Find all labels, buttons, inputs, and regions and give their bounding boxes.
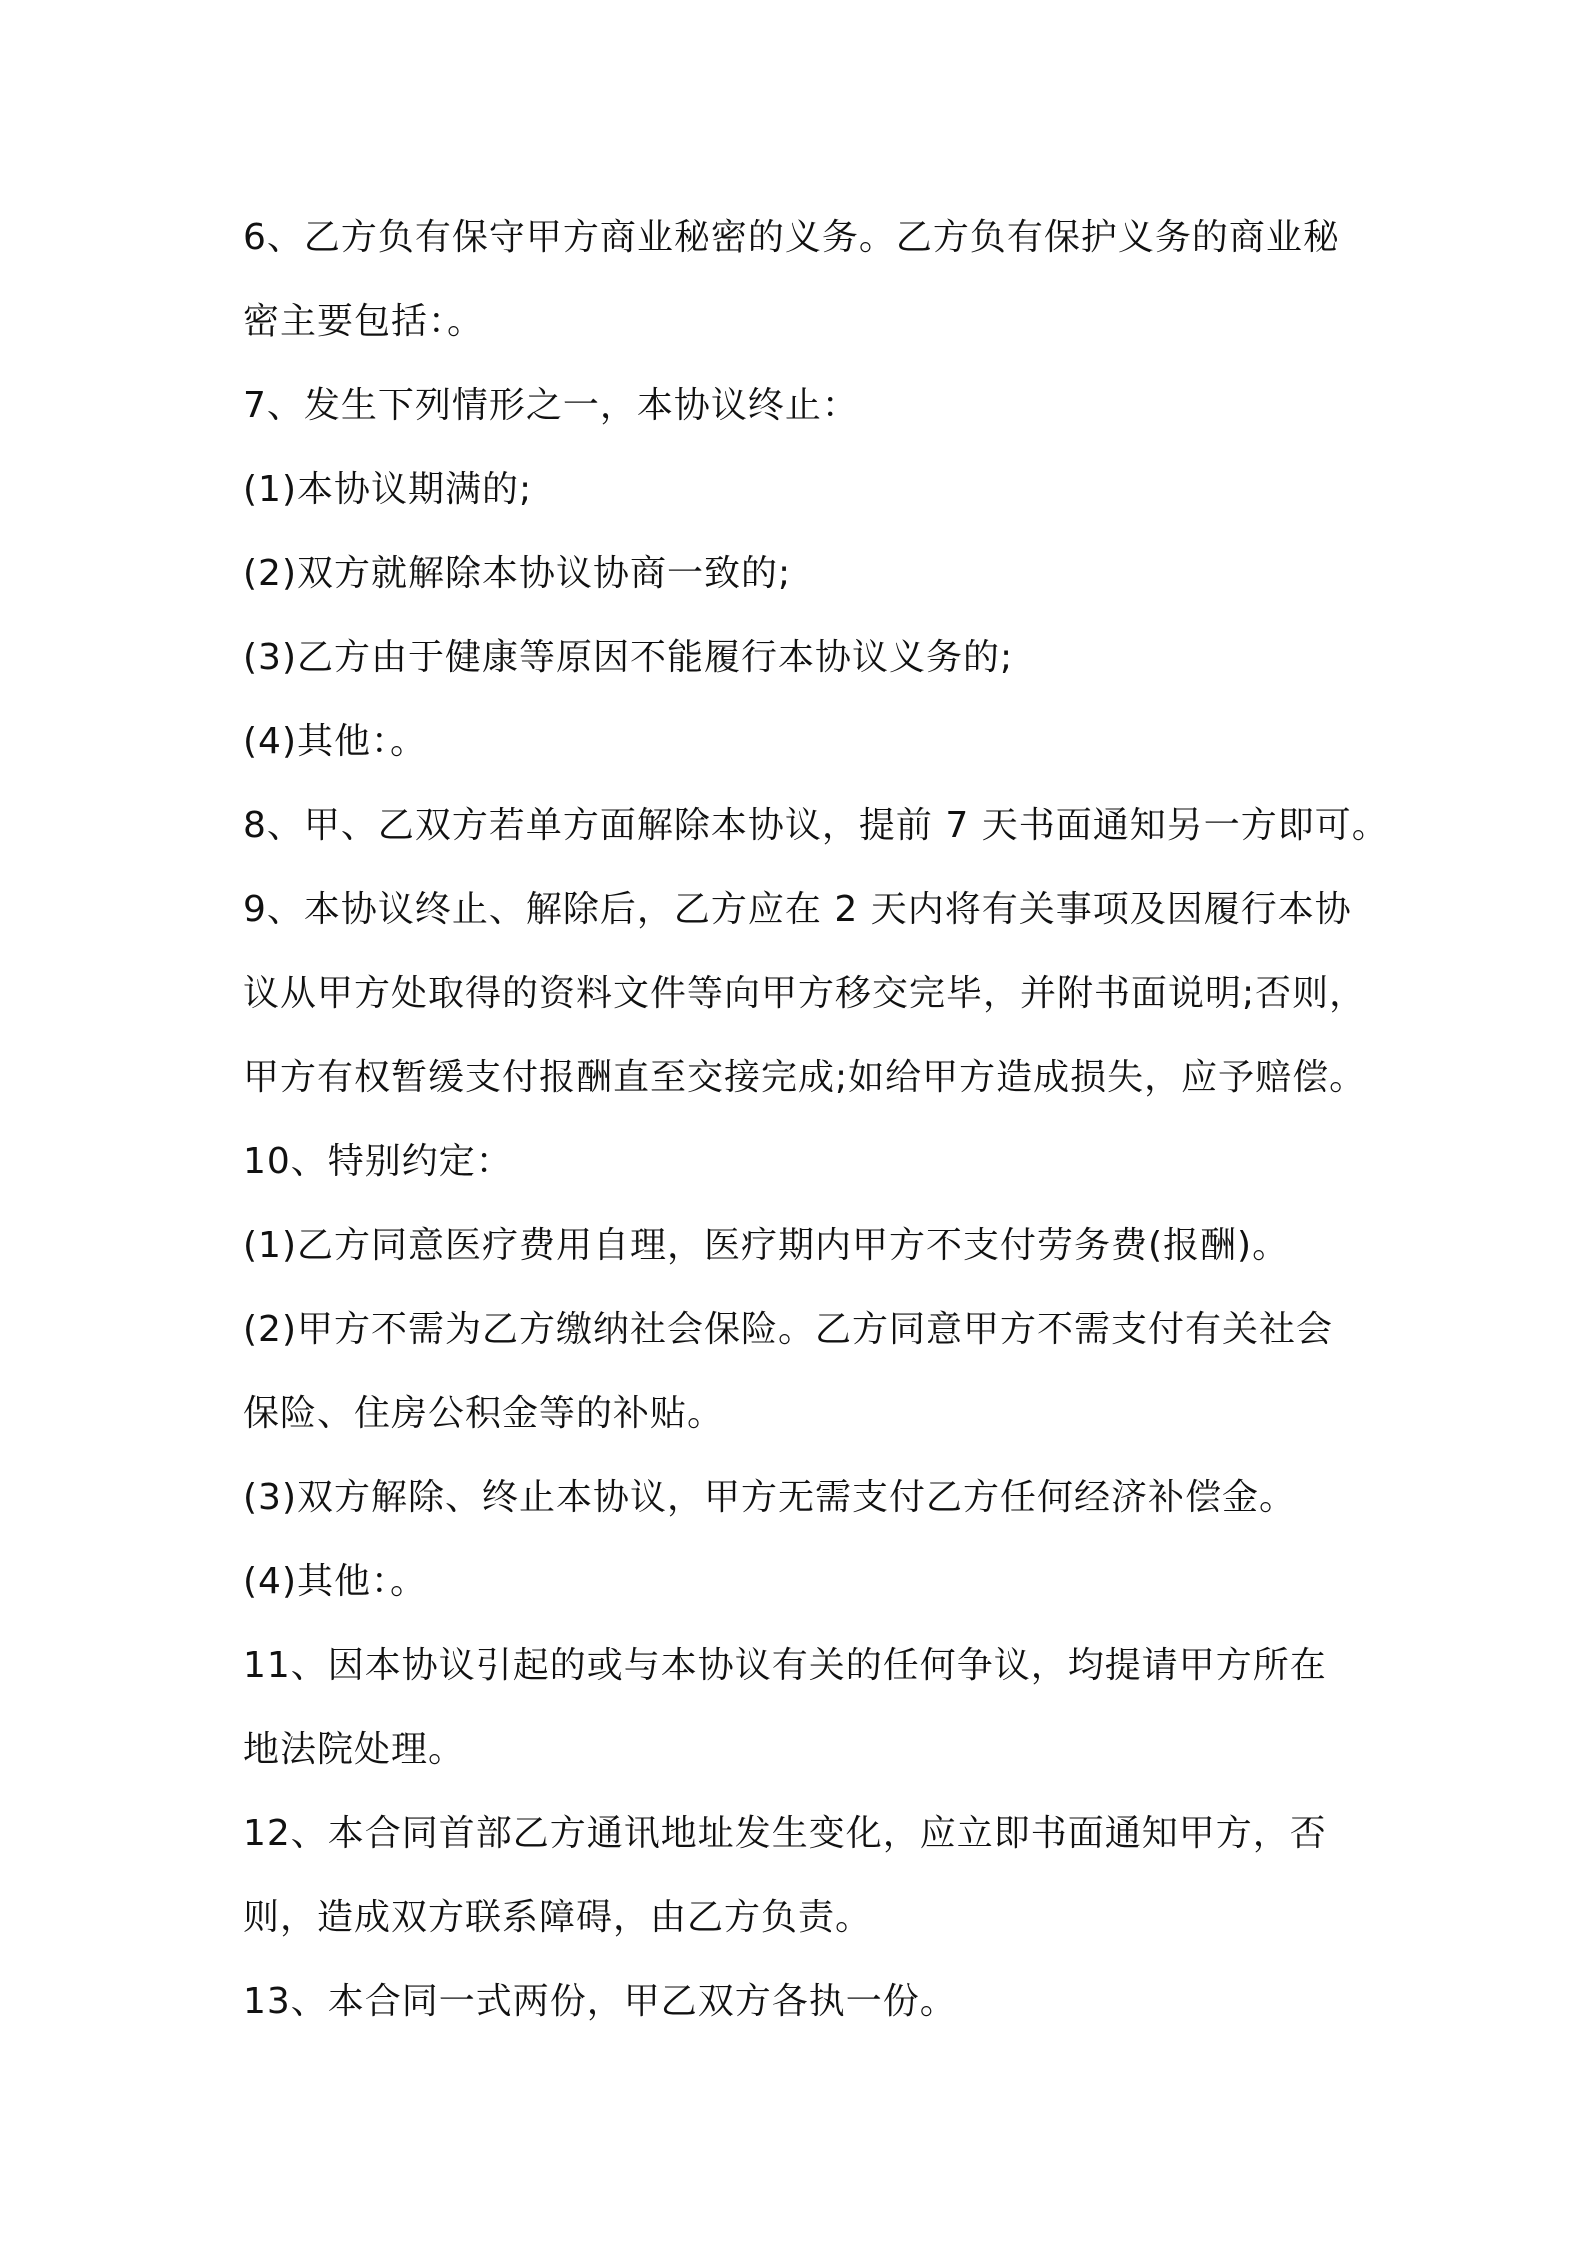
text-line-6: (3)乙方由于健康等原因不能履行本协议义务的; — [243, 637, 1014, 678]
text-line-21: 则，造成双方联系障碍，由乙方负责。 — [243, 1897, 873, 1938]
text-line-1: 6、乙方负有保守甲方商业秘密的义务。乙方负有保护义务的商业秘 — [243, 217, 1340, 258]
text-line-2: 密主要包括：。 — [243, 301, 485, 342]
text-line-18: 11、因本协议引起的或与本协议有关的任何争议，均提请甲方所在 — [243, 1645, 1327, 1686]
text-line-19: 地法院处理。 — [243, 1729, 466, 1770]
text-line-11: 甲方有权暂缓支付报酬直至交接完成;如给甲方造成损失，应予赔偿。 — [243, 1057, 1367, 1098]
text-line-20: 12、本合同首部乙方通讯地址发生变化，应立即书面通知甲方，否 — [243, 1813, 1327, 1854]
text-line-8: 8、甲、乙双方若单方面解除本协议，提前 7 天书面通知另一方即可。 — [243, 805, 1389, 846]
text-line-7: (4)其他：。 — [243, 721, 427, 762]
text-line-22: 13、本合同一式两份，甲乙双方各执一份。 — [243, 1981, 957, 2022]
document-body — [243, 196, 1389, 2044]
text-line-9: 9、本协议终止、解除后，乙方应在 2 天内将有关事项及因履行本协 — [243, 889, 1352, 930]
text-line-14: (2)甲方不需为乙方缴纳社会保险。乙方同意甲方不需支付有关社会 — [243, 1309, 1333, 1350]
text-line-16: (3)双方解除、终止本协议，甲方无需支付乙方任何经济补偿金。 — [243, 1477, 1296, 1518]
text-line-12: 10、特别约定： — [243, 1141, 513, 1182]
text-line-10: 议从甲方处取得的资料文件等向甲方移交完毕，并附书面说明;否则， — [243, 973, 1367, 1014]
text-line-13: (1)乙方同意医疗费用自理，医疗期内甲方不支付劳务费(报酬)。 — [243, 1225, 1290, 1266]
text-line-5: (2)双方就解除本协议协商一致的; — [243, 553, 792, 594]
text-line-3: 7、发生下列情形之一，本协议终止： — [243, 385, 859, 426]
text-line-15: 保险、住房公积金等的补贴。 — [243, 1393, 725, 1434]
text-line-4: (1)本协议期满的; — [243, 469, 533, 510]
text-line-17: (4)其他：。 — [243, 1561, 427, 1602]
